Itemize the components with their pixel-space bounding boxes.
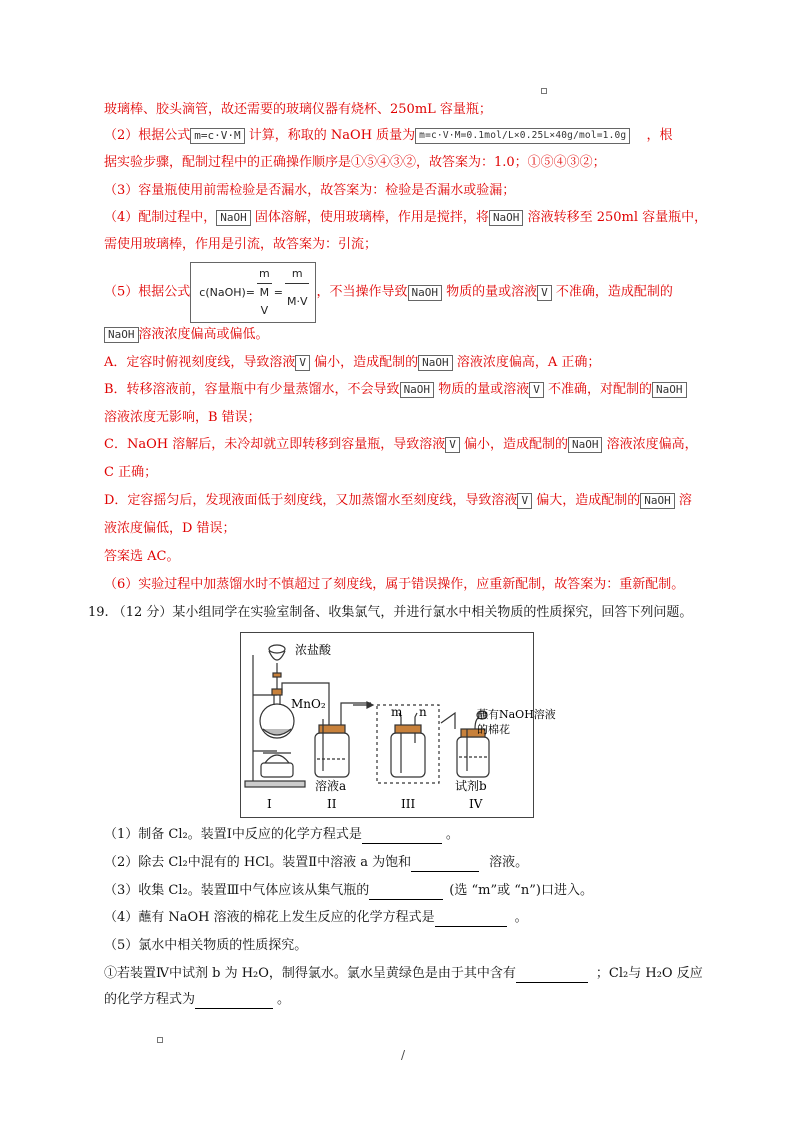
answer-blank[interactable] <box>195 994 273 1009</box>
answer-line-4: （3）容量瓶使用前需检验是否漏水，故答案为：检验是否漏水或验漏； <box>104 183 516 198</box>
formula-box: V <box>517 493 532 509</box>
formula-box: NaOH <box>489 210 524 226</box>
label-mno2: MnO₂ <box>291 697 326 711</box>
formula-box: m=c·V·M <box>190 128 244 144</box>
answer-line-17: （6）实验过程中加蒸馏水时不慎超过了刻度线，属于错误操作，应重新配制，故答案为：重新配制。 <box>104 577 685 592</box>
formula-box: NaOH <box>568 437 603 453</box>
concentration-formula: c(NaOH)= m = m M V M·V <box>190 262 316 323</box>
option-c: C．NaOH 溶解后，未冷却就立即转移到容量瓶，导致溶液 V 偏小，造成配制的 NaOH 溶液浓度偏高， <box>104 437 698 452</box>
answer-blank[interactable] <box>369 885 443 900</box>
question-stem: 19. （12 分）某小组同学在实验室制备、收集氯气，并进行氯水中相关物质的性质探究，回答下列问题。 <box>88 605 693 620</box>
subquestion-4: （4）蘸有 NaOH 溶液的棉花上发生反应的化学方程式是 。 <box>104 910 528 925</box>
formula-box: V <box>445 437 460 453</box>
formula-box: NaOH <box>408 285 443 301</box>
answer-blank[interactable] <box>516 968 588 983</box>
label-solution-a: 溶液a <box>315 779 347 793</box>
subquestion-5-2: 的化学方程式为 。 <box>104 992 291 1007</box>
label-device-4: IV <box>469 797 483 811</box>
corner-mark-bottom <box>157 1037 163 1043</box>
label-device-1: I <box>267 797 272 811</box>
label-m: m <box>391 705 403 719</box>
answer-line-5: （4）配制过程中， NaOH 固体溶解，使用玻璃棒，作用是搅拌，将 NaOH 溶液转移至 250ml 容量瓶中， <box>104 210 708 225</box>
answer-line-6: 需使用玻璃棒，作用是引流，故答案为：引流； <box>104 237 378 252</box>
subquestion-2: （2）除去 Cl₂中混有的 HCl。装置Ⅱ中溶液 a 为饱和 溶液。 <box>104 855 529 870</box>
formula-box: NaOH <box>216 210 251 226</box>
option-b-cont: 溶液浓度无影响，B 错误； <box>104 410 261 425</box>
formula-box: NaOH <box>104 327 139 343</box>
subquestion-5: （5）氯水中相关物质的性质探究。 <box>104 938 308 953</box>
answer-line-8: NaOH 溶液浓度偏高或偏低。 <box>104 326 269 344</box>
answer-line-3: 据实验步骤，配制过程中的正确操作顺序是①⑤④③②，故答案为：1.0；①⑤④③②； <box>104 155 606 170</box>
answer-blank[interactable] <box>435 912 507 927</box>
label-device-2: II <box>327 797 337 811</box>
answer-line-2: （2）根据公式 m=c·V·M 计算，称取的 NaOH 质量为 m=c·V·M=0.1mol/L×0.25L×40g/mol=1.0g ，根 <box>104 128 673 143</box>
formula-box: V <box>537 285 552 301</box>
formula-box: V <box>529 382 544 398</box>
formula-box: NaOH <box>640 493 675 509</box>
page-footer-mark: / <box>401 1048 406 1062</box>
label-device-3: III <box>401 797 416 811</box>
formula-box: V <box>295 355 310 371</box>
answer-blank[interactable] <box>411 857 479 872</box>
option-b: B．转移溶液前，容量瓶中有少量蒸馏水，不会导致 NaOH 物质的量或溶液 V 不准确，对配制的 NaOH <box>104 381 687 399</box>
apparatus-figure <box>240 632 556 818</box>
formula-box: m=c·V·M=0.1mol/L×0.25L×40g/mol=1.0g <box>415 128 630 144</box>
label-reagent-b: 试剂b <box>455 779 487 793</box>
option-a: A．定容时俯视刻度线，导致溶液 V 偏小，造成配制的 NaOH 溶液浓度偏高，A 正确； <box>104 355 601 370</box>
answer-line-1: 玻璃棒、胶头滴管，故还需要的玻璃仪器有烧杯、250mL 容量瓶； <box>104 102 492 117</box>
option-c-cont: C 正确； <box>104 465 158 480</box>
corner-mark-top <box>541 88 547 94</box>
subquestion-3: （3）收集 Cl₂。装置Ⅲ中气体应该从集气瓶的 (选 “m”或 “n”)口进入。 <box>104 883 593 898</box>
label-conc-hcl: 浓盐酸 <box>295 643 332 657</box>
formula-box: NaOH <box>418 355 453 371</box>
option-d: D．定容摇匀后，发现液面低于刻度线，又加蒸馏水至刻度线，导致溶液 V 偏大，造成配制的 NaOH 溶 <box>104 493 692 508</box>
formula-box: NaOH <box>652 382 687 398</box>
answer-choice: 答案选 AC。 <box>104 549 180 564</box>
answer-line-7: （5）根据公式 c(NaOH)= m = m M V M·V ，不当操作导致 NaOH 物质的量或溶液 V 不准确，造成配制的 <box>104 262 673 318</box>
label-cotton: 蘸有NaOH溶液 的棉花 <box>477 708 556 736</box>
subquestion-1: （1）制备 Cl₂。装置Ⅰ中反应的化学方程式是 。 <box>104 827 459 842</box>
label-n: n <box>419 705 427 719</box>
option-d-cont: 液浓度偏低，D 错误； <box>104 521 236 536</box>
subquestion-5-1: ①若装置Ⅳ中试剂 b 为 H₂O，制得氯水。氯水呈黄绿色是由于其中含有 ；Cl₂与 H₂O 反应 <box>104 966 703 981</box>
formula-box: NaOH <box>400 382 435 398</box>
answer-blank[interactable] <box>362 829 442 844</box>
